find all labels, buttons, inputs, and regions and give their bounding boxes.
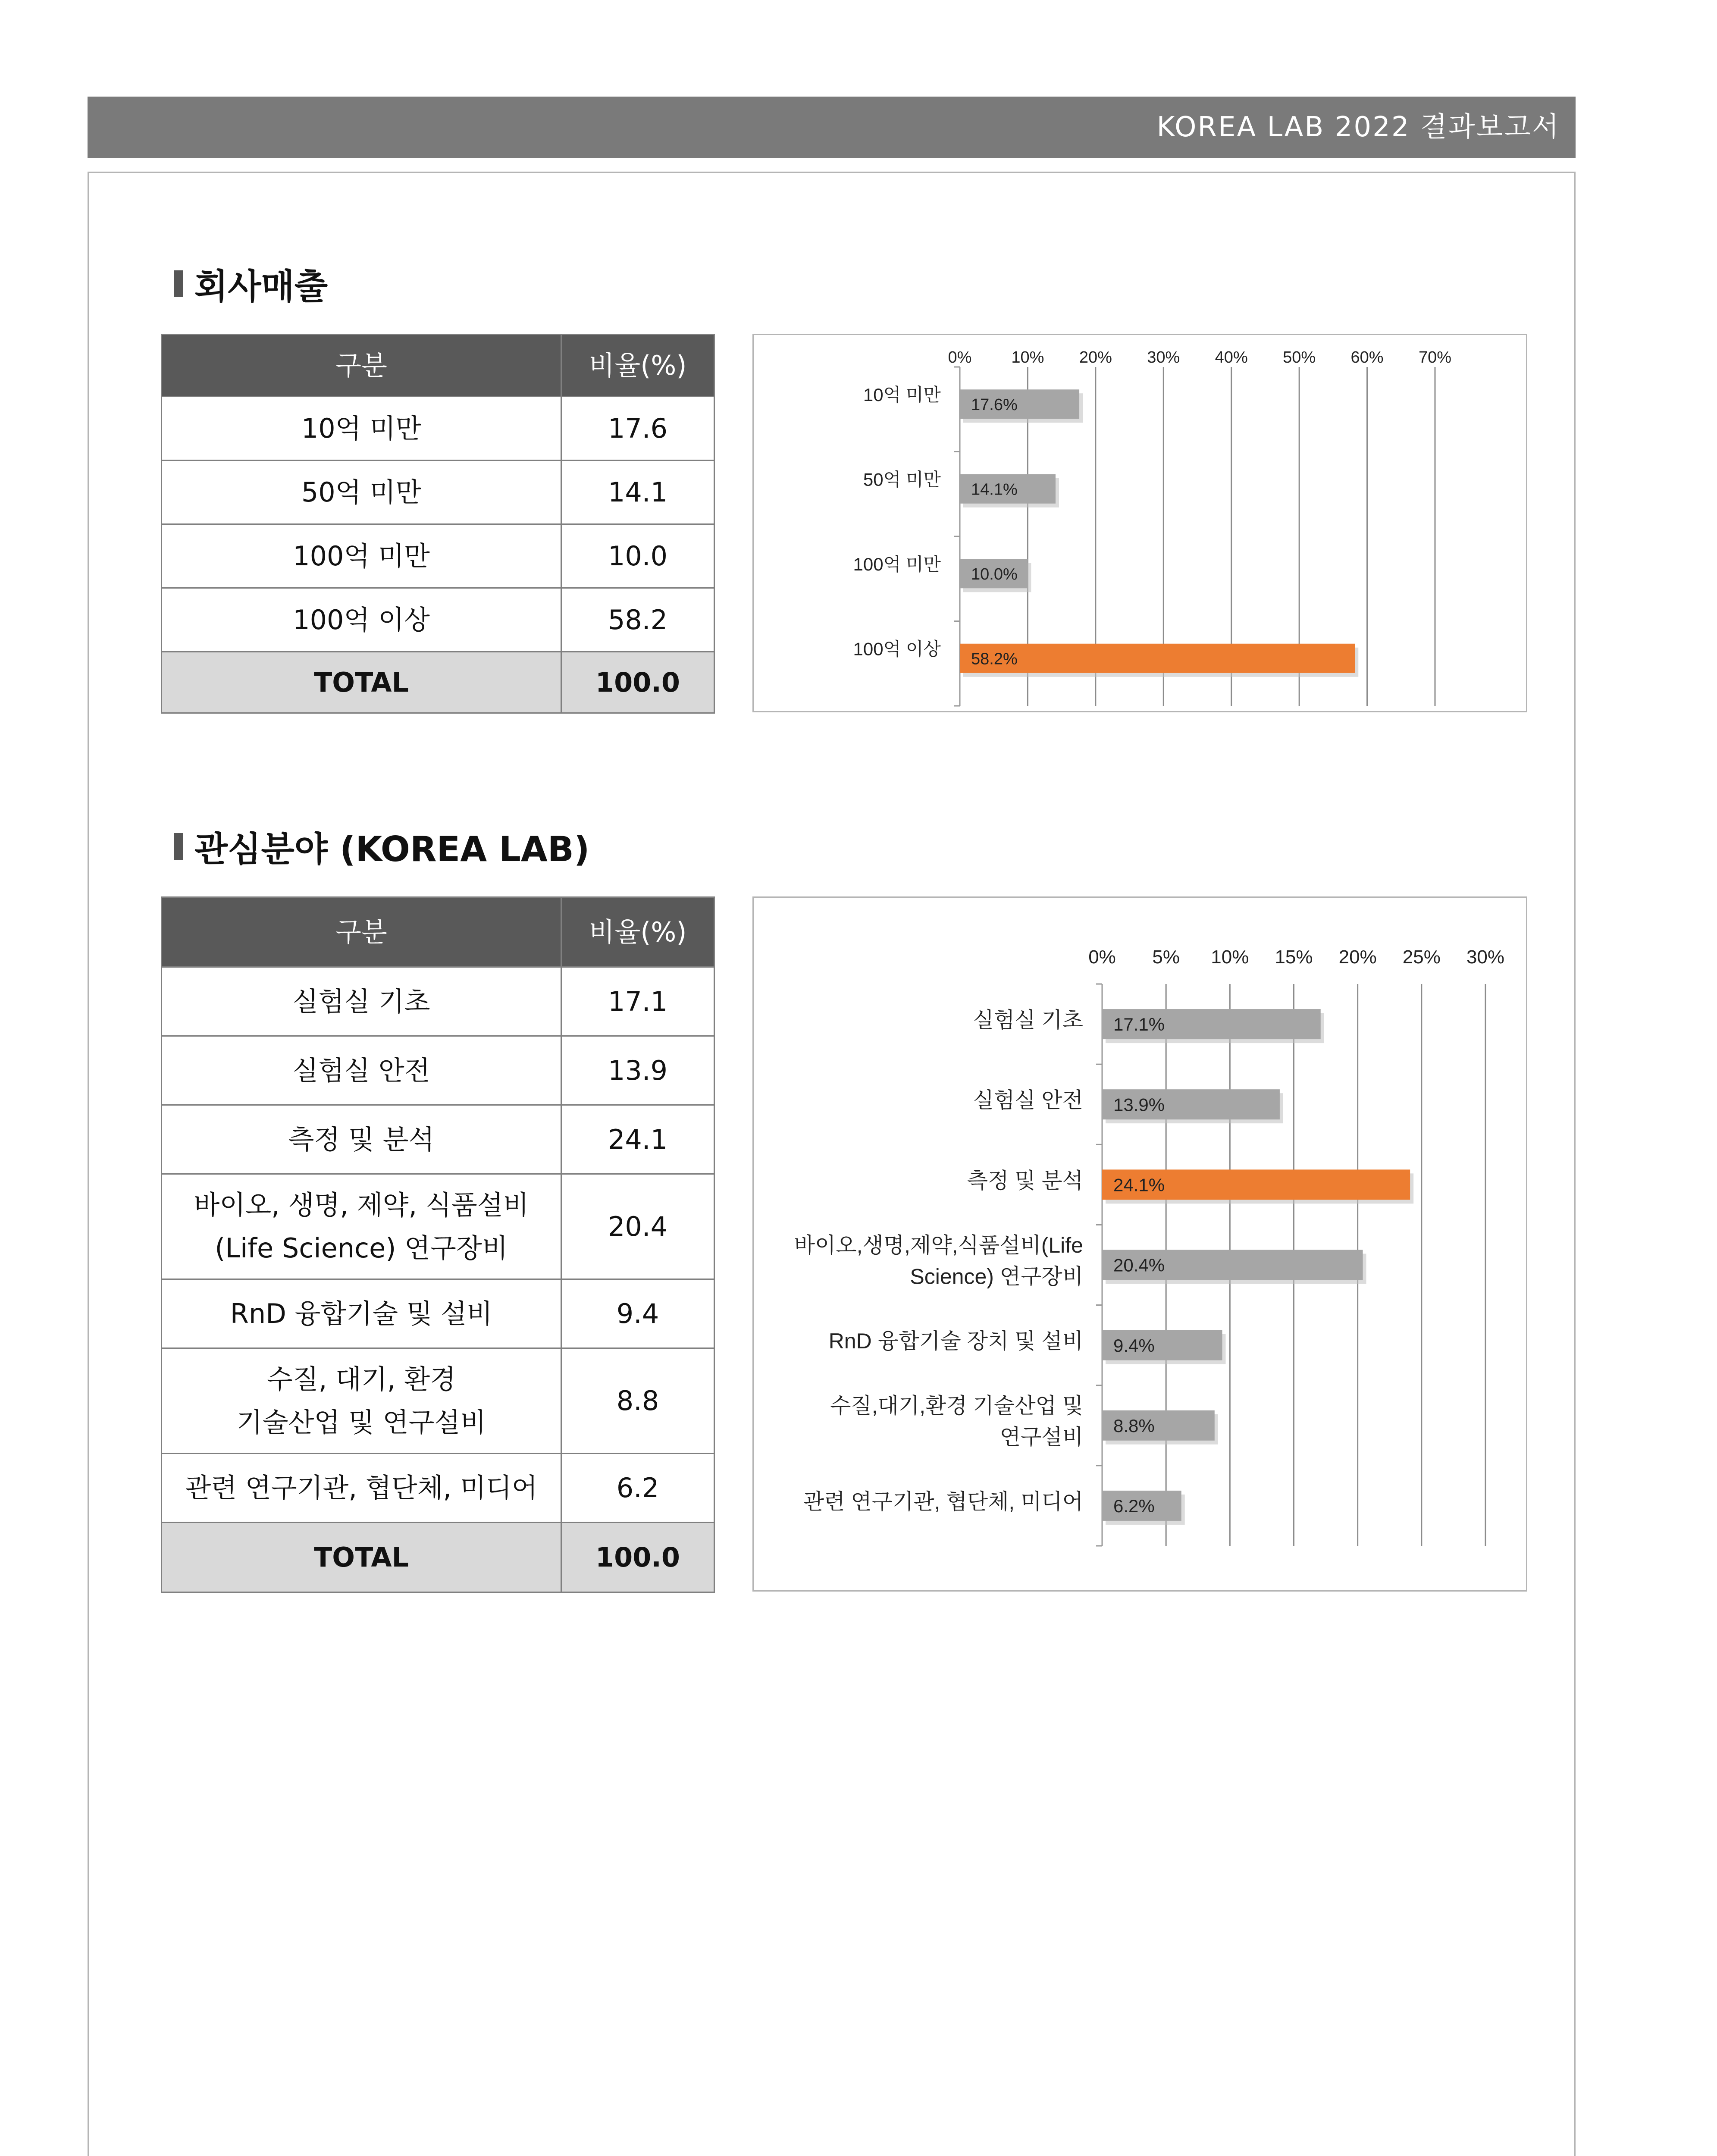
- x-tick-label: 25%: [1402, 946, 1441, 968]
- category-label: 100억 미만: [853, 554, 941, 574]
- data-label: 13.9%: [1113, 1094, 1165, 1115]
- x-tick-label: 30%: [1466, 946, 1505, 968]
- row-label: 50억 미만: [162, 461, 561, 524]
- row-label: [162, 1174, 561, 1279]
- table-row: [162, 1454, 714, 1523]
- x-tick-label: 60%: [1350, 348, 1384, 367]
- total-value: 100.0: [561, 1523, 714, 1592]
- category-label: 연구설비: [999, 1425, 1083, 1449]
- section-title-interest-text: 관심분야 (KOREA LAB): [194, 829, 590, 869]
- category-label: 측정 및 분석: [967, 1168, 1083, 1193]
- row-label: 100억 미만: [162, 524, 561, 588]
- table-header-row: [162, 335, 714, 397]
- table-header-row: [162, 897, 714, 967]
- table-row: [162, 1036, 714, 1105]
- data-label: 17.1%: [1113, 1014, 1165, 1035]
- table-row: [162, 461, 714, 524]
- sales-chart-svg: [754, 335, 1529, 714]
- table-row: [162, 397, 714, 461]
- x-tick-label: 30%: [1147, 348, 1180, 367]
- category-label: 실험실 기초: [973, 1008, 1083, 1032]
- row-label: 실험실 안전: [162, 1036, 561, 1105]
- row-label: [162, 1348, 561, 1454]
- x-tick-label: 15%: [1275, 946, 1313, 968]
- row-value: 17.1: [561, 967, 714, 1036]
- data-label: 17.6%: [971, 395, 1018, 414]
- section-title-sales: [174, 259, 328, 308]
- sales-table: [161, 334, 715, 714]
- row-label-line2: 기술산업 및 연구설비: [236, 1406, 486, 1438]
- row-value: 24.1: [561, 1105, 714, 1174]
- row-value: 6.2: [561, 1454, 714, 1523]
- data-label: 20.4%: [1113, 1255, 1165, 1275]
- data-label: 14.1%: [971, 480, 1018, 499]
- x-tick-label: 50%: [1283, 348, 1316, 367]
- row-value: 9.4: [561, 1279, 714, 1348]
- x-tick-label: 5%: [1152, 946, 1180, 968]
- header-bar: [88, 97, 1576, 158]
- row-value: 58.2: [561, 588, 714, 652]
- column-header: 구분: [162, 897, 561, 967]
- table-row: [162, 1348, 714, 1454]
- table-total-row: [162, 652, 714, 713]
- data-label: 9.4%: [1113, 1335, 1155, 1356]
- category-label: RnD 융합기술 장치 및 설비: [828, 1329, 1083, 1354]
- row-value: 14.1: [561, 461, 714, 524]
- table-row: [162, 524, 714, 588]
- row-value: 13.9: [561, 1036, 714, 1105]
- data-label: 58.2%: [971, 650, 1018, 668]
- x-tick-label: 0%: [948, 348, 972, 367]
- header-title: KOREA LAB 2022 결과보고서: [1156, 111, 1560, 143]
- section-title-sales-text: 회사매출: [194, 266, 328, 307]
- bar: [960, 644, 1355, 673]
- sales-chart: [752, 334, 1527, 712]
- data-label: 24.1%: [1113, 1175, 1165, 1195]
- column-header: 비율(%): [561, 335, 714, 397]
- category-label: 10억 미만: [863, 384, 941, 405]
- data-label: 10.0%: [971, 565, 1018, 583]
- row-label: 10억 미만: [162, 397, 561, 461]
- category-label: 50억 미만: [863, 469, 941, 490]
- row-label-line1: 수질, 대기, 환경: [266, 1363, 456, 1395]
- interest-table: [161, 896, 715, 1593]
- category-label: 수질,대기,환경 기술산업 및: [830, 1394, 1083, 1418]
- category-label: 실험실 안전: [973, 1088, 1083, 1112]
- category-label: 바이오,생명,제약,식품설비(Life: [794, 1233, 1083, 1257]
- data-label: 8.8%: [1113, 1415, 1155, 1436]
- row-label: RnD 융합기술 및 설비: [162, 1279, 561, 1348]
- section-bullet-icon: [174, 833, 183, 860]
- x-tick-label: 10%: [1211, 946, 1249, 968]
- section-title-interest: [174, 821, 589, 871]
- total-value: 100.0: [561, 652, 714, 713]
- table-total-row: [162, 1523, 714, 1592]
- row-label: 100억 이상: [162, 588, 561, 652]
- category-label: Science) 연구장비: [910, 1264, 1083, 1289]
- total-label: TOTAL: [162, 652, 561, 713]
- category-label: 관련 연구기관, 협단체, 미디어: [803, 1489, 1083, 1514]
- row-value: 10.0: [561, 524, 714, 588]
- table-row: [162, 1105, 714, 1174]
- table-row: [162, 1174, 714, 1279]
- category-label: 100억 이상: [853, 639, 941, 659]
- x-tick-label: 40%: [1215, 348, 1248, 367]
- table-row: [162, 967, 714, 1036]
- row-label: 실험실 기초: [162, 967, 561, 1036]
- row-label: 측정 및 분석: [162, 1105, 561, 1174]
- x-tick-label: 0%: [1088, 946, 1116, 968]
- data-label: 6.2%: [1113, 1496, 1155, 1517]
- table-row: [162, 1279, 714, 1348]
- table-row: [162, 588, 714, 652]
- section-bullet-icon: [174, 270, 183, 297]
- row-value: 20.4: [561, 1174, 714, 1279]
- total-label: TOTAL: [162, 1523, 561, 1592]
- row-value: 8.8: [561, 1348, 714, 1454]
- x-tick-label: 70%: [1418, 348, 1452, 367]
- row-label-line1: 바이오, 생명, 제약, 식품설비: [194, 1189, 529, 1221]
- column-header: 비율(%): [561, 897, 714, 967]
- x-tick-label: 20%: [1338, 946, 1377, 968]
- row-label-line2: (Life Science) 연구장비: [215, 1232, 508, 1264]
- x-tick-label: 20%: [1079, 348, 1112, 367]
- interest-chart: [752, 896, 1527, 1592]
- x-tick-label: 10%: [1011, 348, 1044, 367]
- interest-chart-svg: [754, 898, 1529, 1593]
- column-header: 구분: [162, 335, 561, 397]
- row-label: 관련 연구기관, 협단체, 미디어: [162, 1454, 561, 1523]
- row-value: 17.6: [561, 397, 714, 461]
